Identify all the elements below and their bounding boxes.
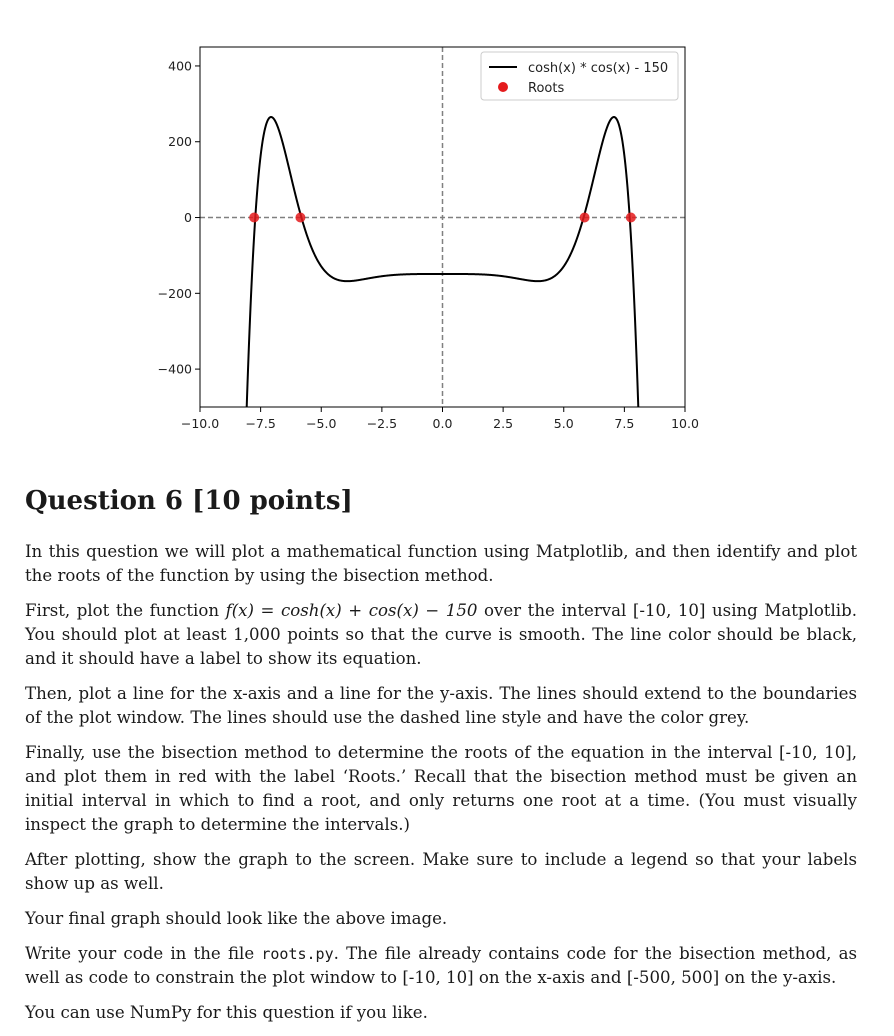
p7-text-a: Write your code in the file <box>25 944 262 963</box>
x-tick-label: 10.0 <box>671 416 699 431</box>
paragraph-intro: In this question we will plot a mathematical function using Matplotlib, and then identify and plot the roots of the function by using the bisection method. <box>25 542 857 585</box>
paragraph-bisection: Finally, use the bisection method to determine the roots of the equation in the interval [-10, 10], and plot them in red with the label ‘Roots.’ Recall that the bisection method must be given an initial interval in which to find a root, and only returns one root at a time. (You must visually inspect the graph to determine the intervals.) <box>25 743 857 834</box>
paragraph-final: Your final graph should look like the above image. <box>25 909 448 928</box>
legend-box <box>481 52 678 100</box>
question-document <box>25 484 857 1036</box>
x-tick-label: −7.5 <box>245 416 276 431</box>
legend <box>481 52 678 100</box>
root-point <box>295 213 305 223</box>
legend-marker-roots <box>498 82 508 92</box>
function-equation: f(x) = cosh(x) + cos(x) − 150 <box>225 601 478 620</box>
paragraph-axes: Then, plot a line for the x-axis and a line for the y-axis. The lines should extend to the boundaries of the plot window. The lines should use the dashed line style and have the color grey. <box>25 684 857 727</box>
root-point <box>249 213 259 223</box>
x-tick-label: −10.0 <box>180 416 220 431</box>
p2-text-b: over the interval [-10, 10] using Matplotlib. You should plot at least 1,000 points so that the curve is smooth. The line color should be black, and it should have a label to show its equation. <box>25 601 857 668</box>
y-tick-label: −400 <box>157 361 192 377</box>
p7-text-b: . The file already contains code for the bisection method, as well as code to constrain the plot window to [-10, 10] on the x-axis and [-500, 500] on the y-axis. <box>25 944 857 987</box>
x-tick-label: 5.0 <box>553 416 574 431</box>
filename: roots.py <box>261 945 334 963</box>
x-tick-label: 2.5 <box>493 416 514 431</box>
p2-text-a: First, plot the function <box>25 601 226 620</box>
root-point <box>580 213 590 223</box>
paragraph-numpy: You can use NumPy for this question if you like. <box>25 1003 428 1022</box>
y-tick-label: 0 <box>184 210 192 226</box>
paragraph-plot-function <box>25 599 857 671</box>
y-tick-label: 200 <box>168 134 192 150</box>
legend-entry-function: cosh(x) * cos(x) - 150 <box>528 61 669 76</box>
x-tick-label: −5.0 <box>306 416 337 431</box>
root-point <box>626 213 636 223</box>
x-tick-label: −2.5 <box>366 416 398 431</box>
legend-entry-roots: Roots <box>528 81 565 96</box>
paragraph-show: After plotting, show the graph to the screen. Make sure to include a legend so that your labels show up as well. <box>25 850 857 893</box>
function-plot <box>0 0 894 450</box>
paragraph-file <box>25 942 857 990</box>
x-tick-label: 0.0 <box>432 416 453 431</box>
y-tick-label: 400 <box>168 58 192 74</box>
question-title: Question 6 [10 points] <box>25 486 353 516</box>
y-tick-label: −200 <box>157 285 192 301</box>
x-tick-label: 7.5 <box>614 416 635 431</box>
